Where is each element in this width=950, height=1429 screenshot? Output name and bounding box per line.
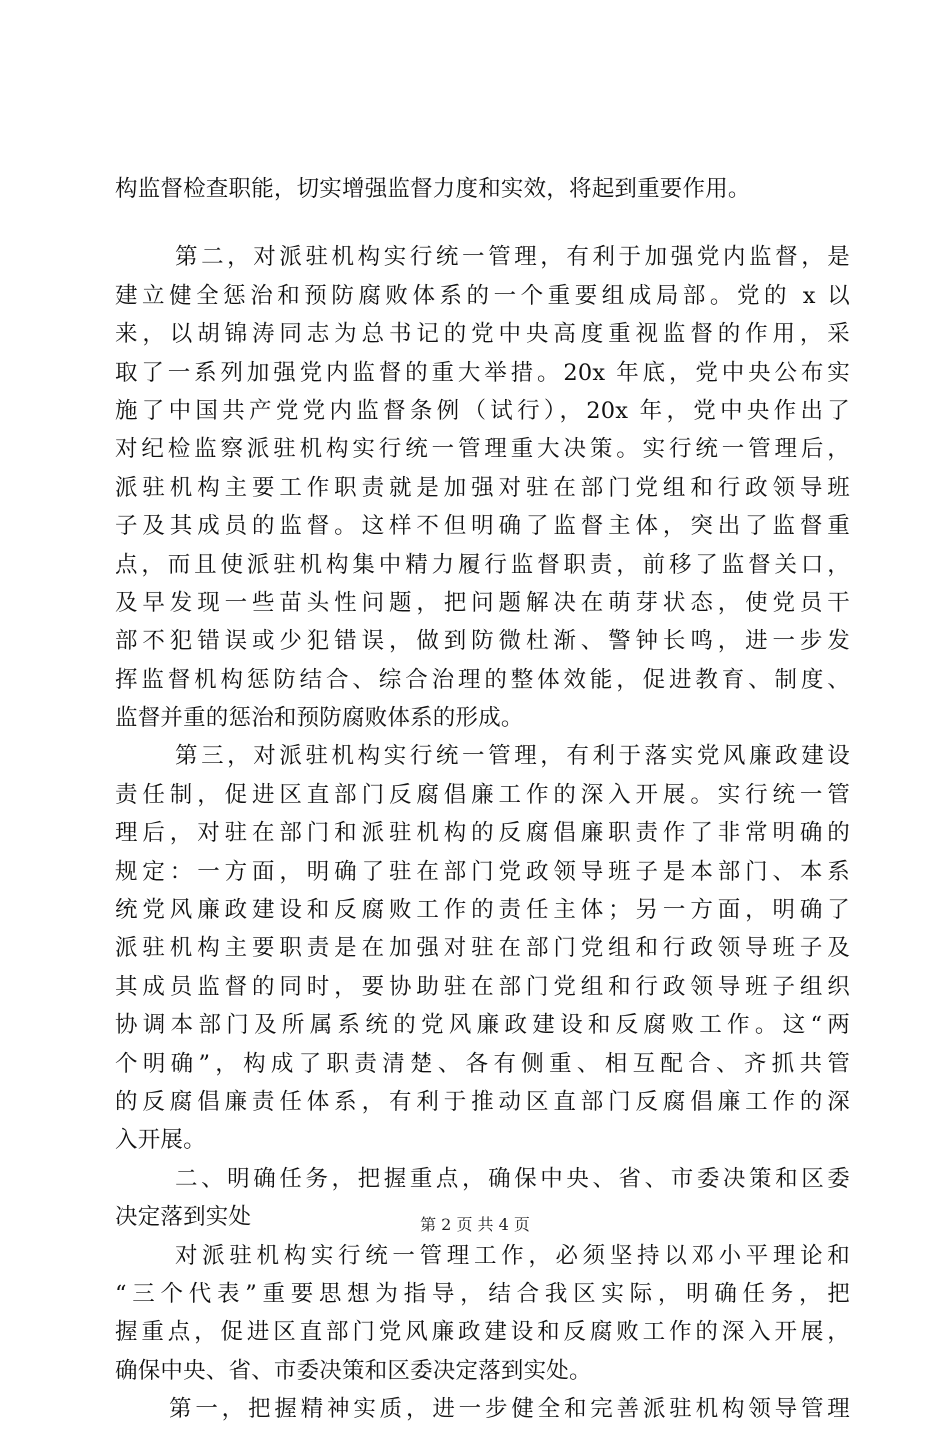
- paragraph-third: [115, 737, 850, 1159]
- text-line: 第一，把握精神实质，进一步健全和完善派驻机构领导管理: [169, 1396, 850, 1423]
- document-body: [115, 170, 850, 1429]
- text-line: 入开展。: [115, 1127, 206, 1154]
- text-line: 构监督检查职能，切实增强监督力度和实效，将起到重要作用。: [115, 176, 751, 202]
- text-line: 来，以胡锦涛同志为总书记的党中央高度重视监督的作用，采: [115, 321, 850, 348]
- text-line: 个明确”，构成了职责清楚、各有侧重、相互配合、齐抓共管: [115, 1050, 850, 1077]
- text-line: 规定：一方面，明确了驻在部门党政领导班子是本部门、本系: [115, 858, 850, 885]
- text-line: 子及其成员的监督。这样不但明确了监督主体，突出了监督重: [115, 513, 850, 540]
- text-line: 派驻机构主要工作职责就是加强对驻在部门党组和行政领导班: [115, 474, 850, 501]
- paragraph-second: [115, 238, 850, 737]
- text-line: 监督并重的惩治和预防腐败体系的形成。: [115, 705, 524, 732]
- paragraph-first: [115, 1390, 850, 1428]
- paragraph-gap: [115, 208, 850, 238]
- text-line: 挥监督机构惩防结合、综合治理的整体效能，促进教育、制度、: [115, 666, 850, 693]
- text-line: 派驻机构主要职责是在加强对驻在部门党组和行政领导班子及: [115, 935, 850, 962]
- text-line: “三个代表”重要思想为指导，结合我区实际，明确任务，把: [115, 1280, 850, 1307]
- text-line: 决定落到实处: [115, 1204, 252, 1231]
- page-number-footer: 第 2 页 共 4 页: [420, 1215, 530, 1234]
- text-line: 对派驻机构实行统一管理工作，必须坚持以邓小平理论和: [175, 1242, 850, 1269]
- text-line: 确保中央、省、市委决策和区委决定落到实处。: [115, 1357, 592, 1384]
- text-line: 协调本部门及所属系统的党风廉政建设和反腐败工作。这“两: [115, 1012, 850, 1039]
- text-line: 对纪检监察派驻机构实行统一管理重大决策。实行统一管理后，: [115, 436, 850, 463]
- paragraph-intro: [115, 1237, 850, 1391]
- text-line: 理后，对驻在部门和派驻机构的反腐倡廉职责作了非常明确的: [115, 820, 850, 847]
- text-line: 统党风廉政建设和反腐败工作的责任主体；另一方面，明确了: [115, 897, 850, 924]
- text-line: 点，而且使派驻机构集中精力履行监督职责，前移了监督关口，: [115, 551, 850, 578]
- text-line: 第三，对派驻机构实行统一管理，有利于落实党风廉政建设: [175, 743, 850, 770]
- text-line: 二、明确任务，把握重点，确保中央、省、市委决策和区委: [175, 1165, 850, 1192]
- text-line: 责任制，促进区直部门反腐倡廉工作的深入开展。实行统一管: [115, 781, 850, 808]
- text-line: 第二，对派驻机构实行统一管理，有利于加强党内监督，是: [175, 244, 850, 271]
- text-line: 的反腐倡廉责任体系，有利于推动区直部门反腐倡廉工作的深: [115, 1088, 850, 1115]
- text-line: 施了中国共产党党内监督条例（试行），20x 年，党中央作出了: [115, 397, 850, 424]
- text-line: 取了一系列加强党内监督的重大举措。20x 年底，党中央公布实: [115, 359, 850, 386]
- text-line: 及早发现一些苗头性问题，把问题解决在萌芽状态，使党员干: [115, 589, 850, 616]
- text-line: 其成员监督的同时，要协助驻在部门党组和行政领导班子组织: [115, 973, 850, 1000]
- text-line: 握重点，促进区直部门党风廉政建设和反腐败工作的深入开展，: [115, 1319, 850, 1346]
- text-line: 建立健全惩治和预防腐败体系的一个重要组成局部。党的 x 以: [115, 282, 850, 309]
- text-line: 部不犯错误或少犯错误，做到防微杜渐、警钟长鸣，进一步发: [115, 628, 850, 655]
